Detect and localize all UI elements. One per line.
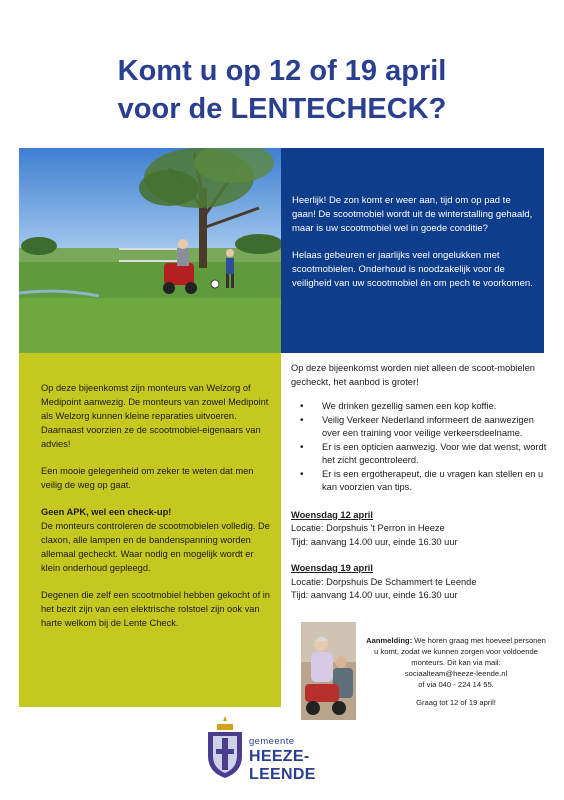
intro-paragraph-1: Heerlijk! De zon komt er weer aan, tijd om op pad te gaan! De scootmobiel wordt uit de winterstalling gehaald, maar is uw scootmobiel wel in goede conditie? [292,195,533,234]
page-title [0,52,564,128]
program-column [291,362,547,616]
title-line-2: voor de LENTECHECK? [117,93,447,125]
scooter-photo [19,148,281,353]
event-date: Woensdag 19 april [291,563,373,573]
event-block-1 [291,509,547,550]
registration-block [366,635,546,715]
event-location: Locatie: Dorpshuis 't Perron in Heeze [291,523,445,533]
program-intro: Op deze bijeenkomst worden niet alleen de scoot-mobielen gecheckt, het aanbod is groter! [291,363,535,387]
title-line-1: Komt u op 12 of 19 april [117,55,447,87]
registration-phone: of via 040 - 224 14 55. [418,680,494,689]
event-date: Woensdag 12 april [291,509,373,520]
logo-line-2: HEEZE-LEENDE [249,748,316,783]
info-paragraph-1: Op deze bijeenkomst zijn monteurs van Welzorg of Medipoint aanwezig. De monteurs van zowel Medipoint als Welzorg kunnen kleine reparaties uitvoeren. Daarnaast voorzien ze de scootmobiel-eigenaars van advies! [41,383,269,449]
info-paragraph-3: De monteurs controleren de scootmobielen volledig. De claxon, alle lampen en de bandenspanning worden allemaal gecheckt. Waar nodig en mogelijk wordt er klein onderhoud gepleegd. [41,521,270,573]
info-paragraph-4: Degenen die zelf een scootmobiel hebben gekocht of in het bezit zijn van een elektrische rolstoel zijn ook van harte welkom bij de Lente Check. [41,590,270,628]
program-list [291,400,547,495]
list-item: • Er is een ergotherapeut, die u vragen kan stellen en u kan voorzien van tips. [291,468,547,495]
registration-label: Aanmelding: [366,636,413,645]
logo-line-1: gemeente [249,736,295,747]
intro-box [281,148,544,353]
mechanic-photo [301,622,356,720]
event-time: Tijd: aanvang 14.00 uur, einde 16.30 uur [291,536,458,547]
intro-paragraph-2: Helaas gebeuren er jaarlijks veel ongelukken met scootmobielen. Onderhoud is noodzakelijk voor de veiligheid van uw scootmobiel én om pech te voorkomen. [292,250,533,289]
municipality-crest-icon [205,716,245,780]
info-box [19,353,281,707]
registration-email[interactable]: sociaalteam@heeze-leende.nl [404,669,508,678]
info-paragraph-2: Een mooie gelegenheid om zeker te weten dat men veilig de weg op gaat. [41,466,254,490]
event-location: Locatie: Dorpshuis De Schammert te Leende [291,576,477,587]
list-item: • We drinken gezellig samen een kop koffie. [291,400,547,414]
list-item: • Er is een opticien aanwezig. Voor wie dat wenst, wordt het zicht gecontroleerd. [291,441,547,468]
registration-text [366,635,546,690]
registration-body: We horen graag met hoeveel personen u komt, zodat we kunnen zorgen voor voldoende monteurs. Dit kan via mail: [374,636,546,667]
logo-text [249,736,365,784]
list-item: • Veilig Verkeer Nederland informeert de aanwezigen over een training voor veilige verkeersdeelname. [291,414,547,441]
municipality-logo [205,716,365,783]
registration-closing: Graag tot 12 of 19 april! [416,698,496,707]
info-heading: Geen APK, wel een check-up! [41,507,172,517]
event-block-2 [291,562,547,603]
event-time: Tijd: aanvang 14.00 uur, einde 16.30 uur [291,590,458,600]
